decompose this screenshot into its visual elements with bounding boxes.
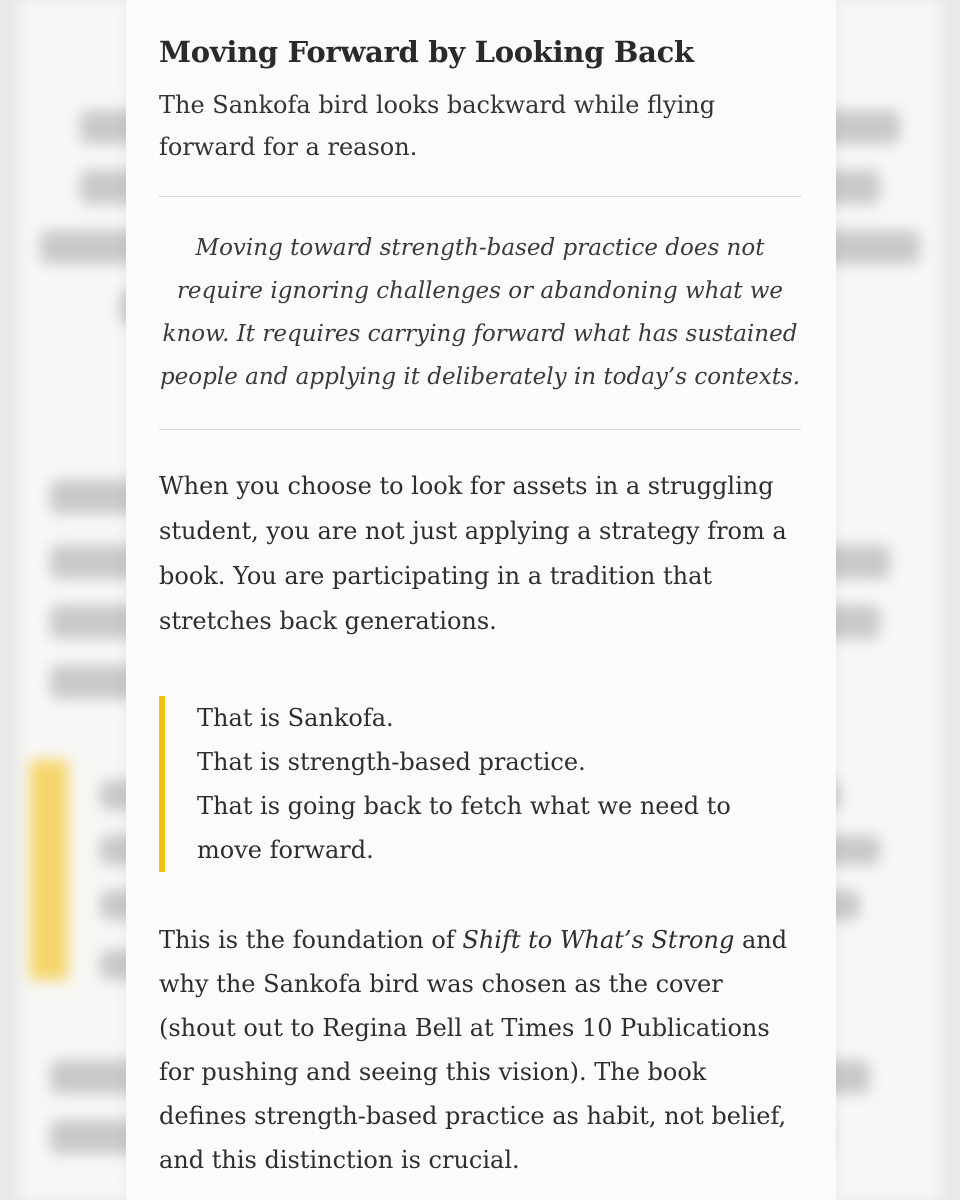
paragraph-2-lead: This is the foundation of: [159, 926, 463, 954]
callout-line: That is Sankofa.: [197, 704, 394, 732]
article-card: [126, 0, 836, 1200]
body-paragraph-2: [159, 918, 801, 1182]
callout-line: That is strength-based practice.: [197, 748, 586, 776]
callout-line: That is going back to fetch what we need to move forward.: [197, 792, 731, 864]
body-paragraph-1: When you choose to look for assets in a struggling student, you are not just applying a strategy from a book. You are participating in a tradition that stretches back generations.: [159, 472, 787, 635]
paragraph-2-rest: and why the Sankofa bird was chosen as the cover (shout out to Regina Bell at Times 10 Publications for pushing and seeing this vision). The book defines strength-based practice as habit, not belief, and this distinction is crucial.: [159, 926, 788, 1174]
callout-block: [159, 696, 801, 872]
blurred-callout-accent: [30, 760, 68, 980]
article-subtitle: The Sankofa bird looks backward while flying forward for a reason.: [159, 91, 716, 161]
divider-bottom: [159, 429, 801, 430]
article-content: [159, 30, 801, 1182]
book-title: Shift to What’s Strong: [462, 926, 735, 954]
article-title: Moving Forward by Looking Back: [159, 35, 694, 69]
pull-quote: Moving toward strength-based practice does not require ignoring challenges or abandoning what we know. It requires carrying forward what has sustained people and applying it deliberately in today’s contexts.: [159, 235, 801, 390]
